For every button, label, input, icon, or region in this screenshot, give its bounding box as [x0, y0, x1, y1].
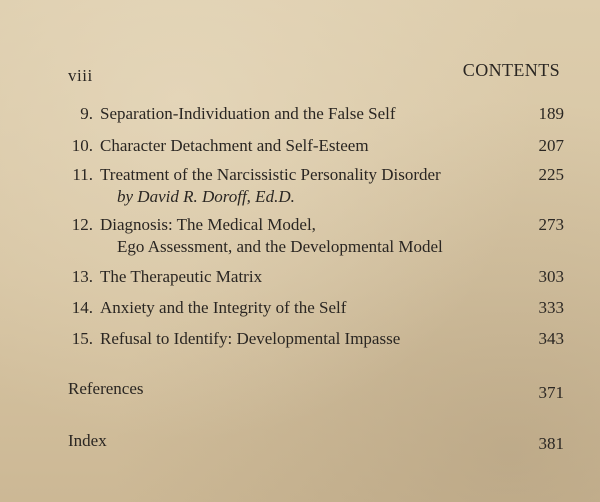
- chapter-number: 11.: [72, 165, 93, 184]
- chapter-number: 15.: [71, 329, 93, 348]
- back-matter-page: 381: [538, 434, 564, 453]
- chapter-number: 12.: [71, 215, 93, 234]
- chapter-number: 14.: [71, 298, 93, 317]
- chapter-author: by David R. Doroff, Ed.D.: [117, 187, 295, 206]
- chapter-title: [100, 214, 500, 258]
- back-matter-page: 371: [538, 383, 564, 402]
- chapter-title: [100, 135, 500, 157]
- chapter-title: [100, 164, 500, 208]
- chapter-title-line: Refusal to Identify: Developmental Impasse: [100, 329, 401, 348]
- chapter-title: [100, 266, 500, 288]
- chapter-title-line: Diagnosis: The Medical Model,: [100, 215, 316, 234]
- chapter-page: 273: [538, 215, 564, 234]
- chapter-number: 9.: [80, 104, 93, 123]
- chapter-title: [100, 103, 500, 125]
- chapter-page: 333: [538, 298, 564, 317]
- chapter-page: 189: [538, 104, 564, 123]
- chapter-title: [100, 328, 500, 350]
- chapter-title-line: The Therapeutic Matrix: [100, 267, 263, 286]
- page-number-label: viii: [68, 66, 93, 85]
- chapter-number: 13.: [71, 267, 93, 286]
- chapter-page: 225: [538, 165, 564, 184]
- chapter-title-line: Anxiety and the Integrity of the Self: [100, 298, 347, 317]
- section-title: CONTENTS: [462, 60, 560, 80]
- chapter-title-line: Treatment of the Narcissistic Personality Disorder: [100, 165, 441, 184]
- back-matter-label: References: [68, 379, 144, 398]
- chapter-page: 303: [538, 267, 564, 286]
- chapter-page: 343: [538, 329, 564, 348]
- chapter-page: 207: [538, 136, 564, 155]
- chapter-title-line: Character Detachment and Self-Esteem: [100, 136, 369, 155]
- chapter-title-line: Ego Assessment, and the Developmental Model: [117, 237, 443, 256]
- chapter-title: [100, 297, 500, 319]
- chapter-title-line: Separation-Individuation and the False Self: [100, 104, 396, 123]
- back-matter-label: Index: [68, 431, 107, 450]
- chapter-number: 10.: [71, 136, 93, 155]
